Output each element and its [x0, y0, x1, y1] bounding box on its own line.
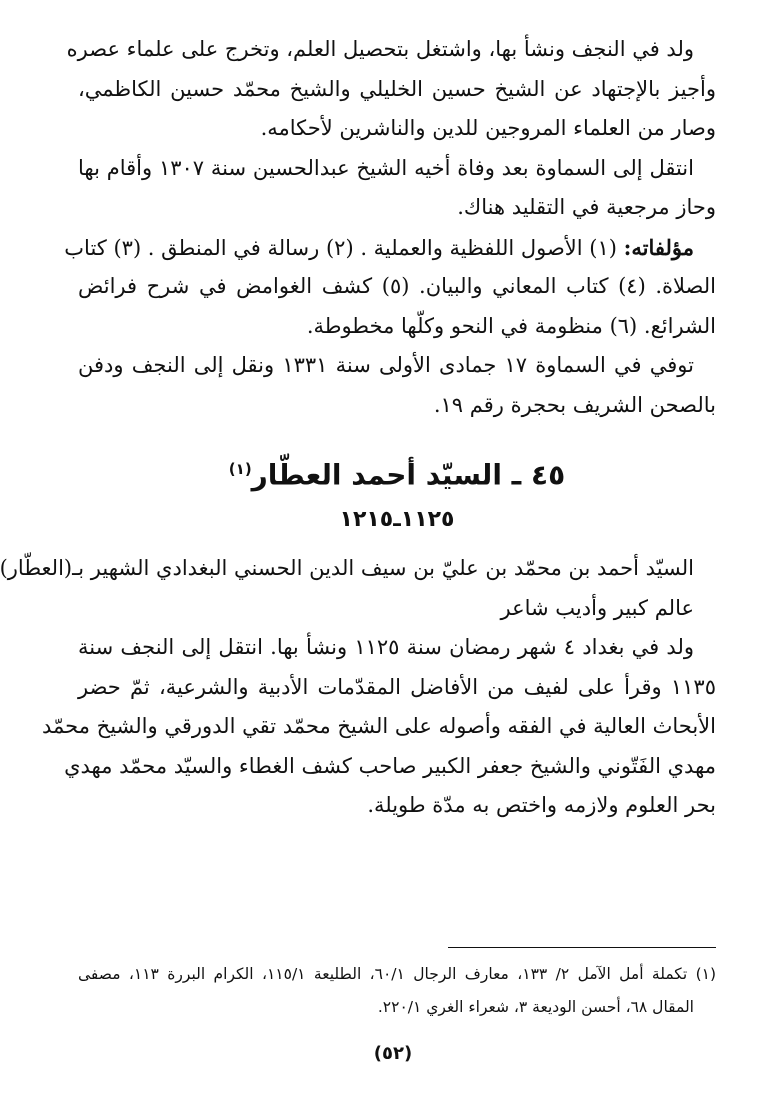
entry-dates: ١١٢٥ـ١٢١٥: [339, 507, 455, 533]
paragraph-move-samawa: [78, 149, 716, 228]
text-line: وصار من العلماء المروجين للدين والناشرين لأحكامه.: [260, 116, 716, 140]
text-line: الأبحاث العالية في الفقه وأصوله على الشيخ محمّد تقي الدورقي والشيخ محمّد: [42, 714, 716, 739]
footnote-marker[interactable]: (١): [228, 460, 252, 478]
text-line: الصلاة. (٤) كتاب المعاني والبيان. (٥) كشف الغوامض في شرح فرائض: [78, 274, 716, 298]
paragraph-works: [64, 228, 716, 347]
footnote-line: المقال ٦٨، أحسن الوديعة ٣، شعراء الغري ٢٢٠/١.: [377, 998, 694, 1016]
paragraph-entry-biography: [42, 628, 716, 826]
page-body: [0, 30, 716, 826]
text-line: انتقل إلى السماوة بعد وفاة أخيه الشيخ عبدالحسين سنة ١٣٠٧ وأقام بها: [78, 155, 694, 180]
text-line: وحاز مرجعية في التقليد هناك.: [457, 195, 716, 219]
footnote-line: (١) تكملة أمل الآمل ٢/ ١٣٣، معارف الرجال ٦٠/١، الطليعة ١١٥/١، الكرام البررة ١١٣، مصفى: [78, 965, 717, 983]
text-line: عالم كبير وأديب شاعر: [500, 595, 694, 620]
text-line: السيّد أحمد بن محمّد بن عليّ بن سيف الدين الحسني البغدادي الشهير بـ(العطّار): [0, 556, 694, 581]
text-line: [64, 228, 716, 268]
footnote-divider: [448, 947, 716, 948]
text-line: ١١٣٥ وقرأ على لفيف من الأفاضل المقدّمات الأدبية والشرعية، ثمّ حضر: [78, 674, 716, 699]
paragraph-birth-education: [66, 30, 716, 149]
footnotes: [78, 958, 716, 1024]
entry-title: [78, 449, 716, 495]
text-line: توفي في السماوة ١٧ جمادى الأولى سنة ١٣٣١ ونقل إلى النجف ودفن: [78, 353, 695, 377]
works-label: مؤلفاته:: [623, 234, 694, 260]
text-line: بحر العلوم ولازمه واختص به مدّة طويلة.: [367, 793, 716, 818]
entry-title-text: ٤٥ ـ السيّد أحمد العطّار: [251, 458, 566, 492]
text-line: بالصحن الشريف بحجرة رقم ١٩.: [433, 392, 716, 417]
text-line: ولد في بغداد ٤ شهر رمضان سنة ١١٢٥ ونشأ بها. انتقل إلى النجف سنة: [78, 635, 694, 660]
text-line: وأجيز بالإجتهاد عن الشيخ حسين الخليلي والشيخ محمّد حسين الكاظمي،: [78, 76, 716, 101]
text-line: ولد في النجف ونشأ بها، واشتغل بتحصيل العلم، وتخرج على علماء عصره: [66, 37, 694, 61]
paragraph-death: [78, 346, 716, 425]
paragraph-entry-name: [0, 549, 716, 628]
page-number: (٥٢): [373, 1043, 413, 1064]
text-line: الشرائع. (٦) منظومة في النحو وكلّها مخطوطة.: [306, 313, 716, 338]
works-list: (١) الأصول اللفظية والعملية . (٢) رسالة في المنطق . (٣) كتاب: [64, 235, 624, 260]
text-line: مهدي الفَتّوني والشيخ جعفر الكبير صاحب كشف الغطاء والسيّد محمّد مهدي: [64, 753, 716, 778]
